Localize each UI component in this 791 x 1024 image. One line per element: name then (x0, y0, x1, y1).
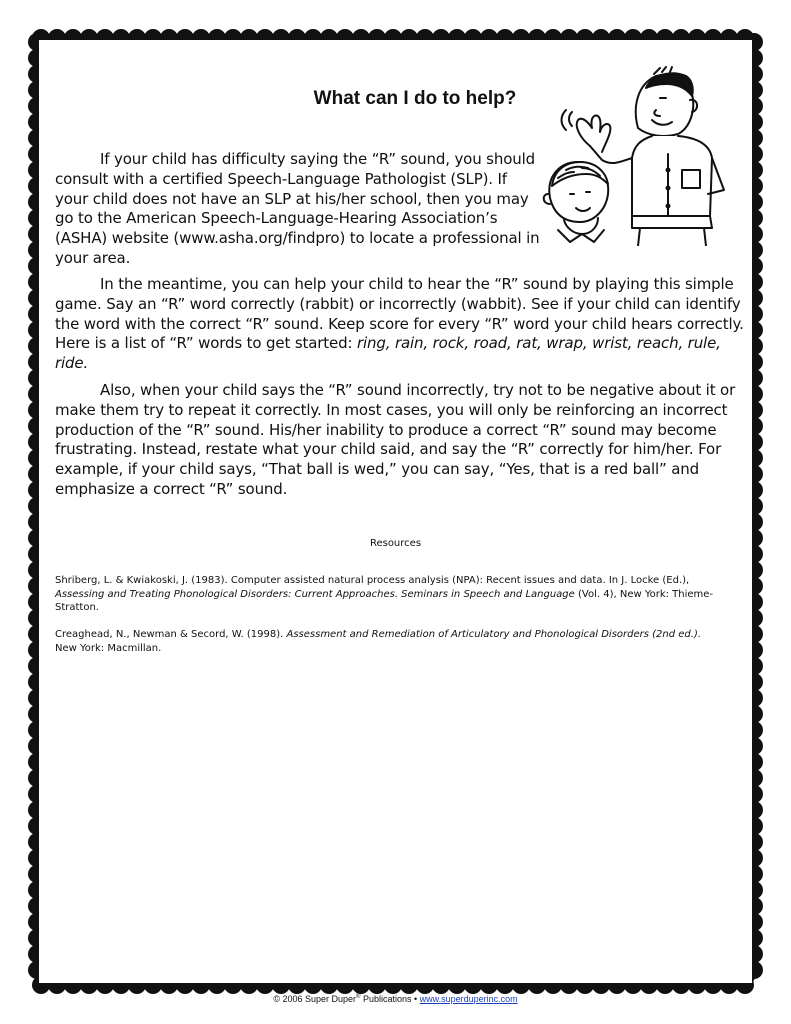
reference-creaghead (55, 628, 725, 655)
footer-website-link[interactable]: www.superduperinc.com (419, 994, 518, 1004)
page-footer (0, 994, 791, 1004)
reference-creaghead-title: Assessment and Remediation of Articulatory and Phonological Disorders (2nd ed.). (286, 629, 702, 640)
footer-publications: Publications • (360, 994, 420, 1004)
r-word-list: ring, rain, rock, road, rat, wrap, wrist, reach, rule, ride. (55, 334, 721, 373)
reference-shriberg-authors: Shriberg, L. & Kwiakoski, J. (1983). Computer assisted natural process analysis (NPA): Recent issues and data. In J. Locke (Ed.), (55, 575, 690, 586)
reference-shriberg-publisher: (Vol. 4), New York: Thieme-Stratton. (55, 588, 714, 613)
paragraph-listening-game-text: In the meantime, you can help your child to hear the “R” sound by playing this simple game. Say an “R” word correctly (rabbit) or incorrectly (wabbit). See if your child can identify the word with the correct “R” sound. Keep score for every “R” word your child hears correctly. Here is a list of “R” words to get started: (55, 275, 744, 353)
paragraph-consult-slp-text: If your child has difficulty saying the “R” sound, you should consult with a certified Speech-Language Pathologist (SLP). If your child does not have an SLP at his/her school, then you may go to the American Speech-Language-Hearing Association’s (ASHA) website (www.asha.org/findpro) to locate a professional in your area. (55, 150, 540, 267)
reference-creaghead-publisher: New York: Macmillan. (55, 642, 162, 654)
paragraph-restate (55, 381, 755, 500)
reference-shriberg-title: Assessing and Treating Phonological Disorders: Current Approaches. Seminars in Speech and Language (55, 588, 575, 600)
reference-shriberg (55, 574, 725, 615)
man-and-boy-illustration (540, 66, 750, 246)
footer-copyright: © 2006 Super Duper (273, 994, 357, 1004)
page-title: What can I do to help? (313, 88, 517, 109)
registered-mark: ® (356, 994, 361, 1000)
paragraph-restate-text: Also, when your child says the “R” sound incorrectly, try not to be negative about it or make them try to repeat it correctly. In most cases, you will only be reinforcing an incorrect production of the “R” sound. His/her inability to produce a correct “R” sound may become frustrating. Instead, restate what your child said, and say the “R” correctly for him/her. For example, if your child says, “That ball is wed,” you can say, “Yes, that is a red ball” and emphasize a correct “R” sound. (55, 381, 736, 498)
paragraph-listening-game (55, 275, 755, 374)
resources-heading: Resources (369, 538, 422, 549)
reference-creaghead-authors: Creaghead, N., Newman & Secord, W. (1998). (55, 629, 287, 640)
paragraph-consult-slp (55, 150, 543, 269)
